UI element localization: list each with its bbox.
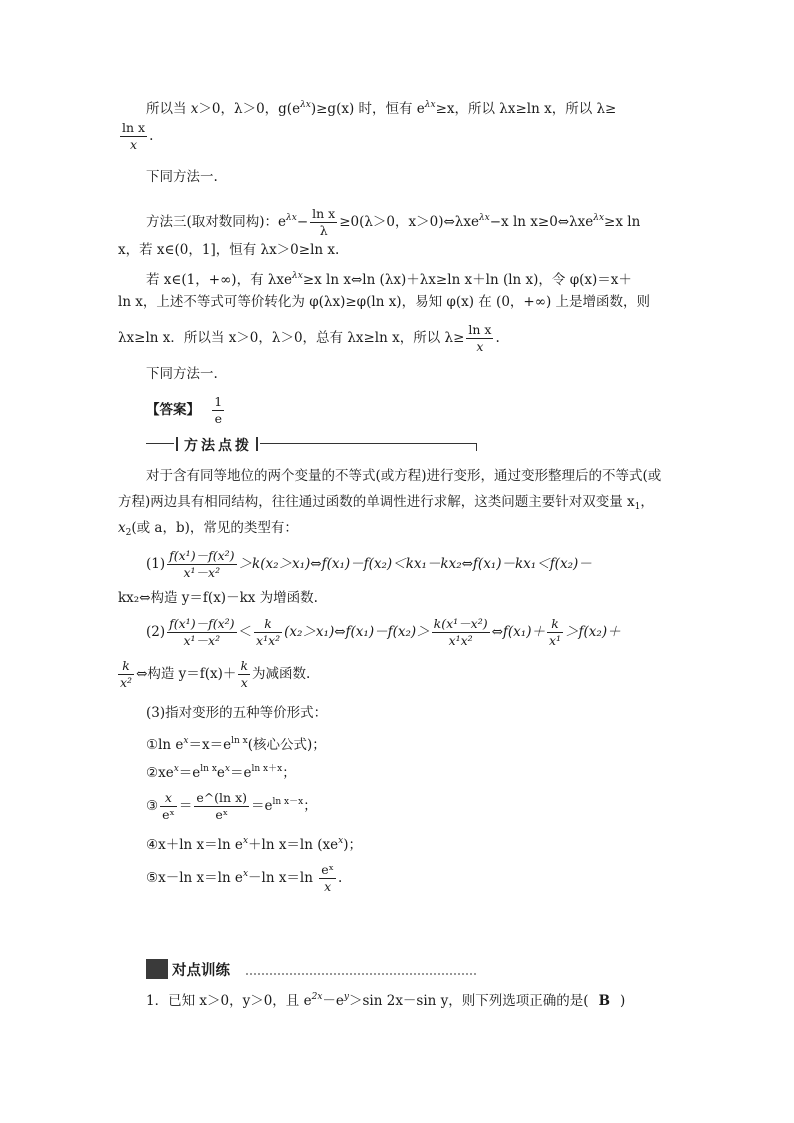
fraction [254, 616, 282, 649]
text: 若 x∈(1，+∞)，有 λxe [146, 272, 293, 288]
text: ＞k(x₂＞x₁)⇔f(x₁)－f(x₂)＜kx₁－kx₂⇔f(x₁)－kx₁＜f(x₂)－ [238, 556, 592, 572]
text: . [337, 870, 343, 886]
fraction [194, 790, 249, 823]
superscript: ln x－x [272, 797, 304, 807]
type-1 [146, 546, 592, 582]
fraction-denominator: x¹x² [256, 633, 281, 648]
type-2 [146, 614, 621, 650]
paragraph-3b: x，若 x∈(0，1]，恒有 λx＞0≥ln x. [118, 242, 340, 258]
text: )； [343, 837, 362, 853]
paragraph-3 [146, 200, 640, 240]
training-title: 对点训练 [172, 963, 230, 979]
question-answer: B [598, 993, 610, 1009]
fraction-numerator: k [122, 658, 130, 673]
fraction-denominator: x¹－x² [167, 632, 236, 649]
fraction-denominator: x [466, 338, 493, 355]
type-3: (3)指对变形的五种等价形式： [146, 705, 328, 721]
paragraph-5: 下同方法一. [146, 366, 218, 382]
text: )≥g(x) 时，恒有 e [310, 101, 425, 117]
text: ＞f(x₂)＋ [565, 624, 621, 640]
fraction [547, 616, 563, 649]
text: −x ln x≥0⇔λxe [489, 214, 594, 230]
text: 为减函数. [252, 666, 311, 682]
divider [176, 437, 178, 451]
superscript: λx [424, 100, 436, 110]
paragraph-1-fraction [118, 120, 153, 153]
text: − [296, 214, 309, 230]
text: x [190, 101, 199, 117]
fraction [120, 120, 147, 153]
text: 方程)两边具有相同结构，往往通过函数的单调性进行求解，这类问题主要针对双变量 x [118, 494, 635, 510]
formula-4 [146, 831, 362, 855]
formula-5 [146, 856, 342, 896]
fraction-numerator: 1 [214, 394, 223, 409]
text: ⑤x－ln x＝ln e [146, 870, 243, 886]
text: ③ [146, 798, 159, 814]
divider [146, 443, 174, 444]
superscript: λx [478, 213, 490, 223]
text: (x₂＞x₁)⇔f(x₁)－f(x₂)＞ [284, 624, 430, 640]
text: ≥x，所以 λx≥ln x，所以 λ≥ [435, 101, 617, 117]
fraction [432, 616, 490, 649]
fraction [160, 790, 177, 823]
fraction-numerator: f(x¹)－f(x²) [169, 616, 235, 631]
fraction-denominator: x [319, 878, 336, 895]
text: ≥0(λ＞0，x＞0)⇔λxe [339, 214, 479, 230]
fraction-denominator: eˣ [162, 807, 175, 822]
divider [256, 437, 258, 451]
fraction-numerator: ln x [312, 206, 336, 221]
fraction-denominator: x² [120, 675, 133, 690]
fraction [466, 322, 493, 355]
method-text-1: 对于含有同等地位的两个变量的不等式(或方程)进行变形，通过变形整理后的不等式(或 [146, 468, 662, 484]
fraction-numerator: k [240, 658, 249, 673]
superscript: 2x [311, 992, 323, 1002]
text: ④x＋ln x＝ln e [146, 837, 243, 853]
paragraph-4 [146, 266, 632, 290]
text: x [118, 520, 126, 536]
answer-line [146, 392, 226, 428]
fraction [167, 616, 236, 649]
superscript: x [242, 836, 249, 846]
formula-3 [146, 784, 317, 824]
text: (核心公式)； [247, 737, 326, 753]
text: (2) [146, 624, 166, 640]
divider [260, 443, 476, 444]
text: e [216, 765, 225, 781]
fraction-numerator: k [551, 616, 559, 631]
fraction-denominator: x¹ [548, 633, 562, 648]
text: ) [619, 993, 626, 1009]
fraction-numerator: k(x¹－x²) [433, 616, 488, 631]
text: ＝e [230, 765, 252, 781]
answer-label: 【答案】 [146, 402, 200, 418]
text: ＝x＝e [188, 737, 232, 753]
superscript: x [224, 764, 230, 774]
text: . [495, 330, 500, 346]
formula-1 [146, 731, 326, 755]
superscript: λx [593, 213, 605, 223]
text: ； [303, 798, 317, 814]
superscript: x [173, 764, 179, 774]
paragraph-4c [118, 320, 500, 356]
text: ＝e [251, 798, 273, 814]
fraction-denominator: λ [310, 222, 337, 239]
text: ＝e [178, 765, 201, 781]
text: ； [282, 765, 296, 781]
paragraph-1 [146, 95, 616, 119]
formula-2 [146, 759, 296, 783]
text: ＞sin 2x－sin y，则下列选项正确的是( [349, 993, 589, 1009]
question-1 [146, 987, 625, 1011]
fraction [118, 658, 134, 691]
training-header [146, 959, 486, 979]
method-tip-header [146, 437, 476, 461]
fraction-denominator: eˣ [194, 806, 249, 823]
text: ≥x ln [604, 214, 641, 230]
superscript: ln x＋x [251, 764, 283, 774]
fraction-denominator: x [120, 136, 147, 153]
answer-fraction [212, 394, 224, 427]
text: ≥x ln x⇔ln (λx)＋λx≥ln x＋ln (ln x)，令 φ(x)＝x＋ [302, 272, 632, 288]
fraction [167, 548, 236, 581]
fraction-denominator: x¹－x² [167, 564, 236, 581]
superscript: ln x [231, 736, 248, 746]
paragraph-2: 下同方法一. [146, 169, 218, 185]
method-text-3 [118, 518, 298, 543]
subscript: 2 [125, 528, 132, 538]
superscript: ln x [200, 764, 217, 774]
text: ⇔构造 y＝f(x)＋ [136, 666, 237, 682]
type-1b: kx₂⇔构造 y＝f(x)－kx 为增函数. [118, 590, 318, 606]
text: －ln x＝ln [248, 870, 318, 886]
superscript: λx [292, 271, 303, 281]
text: λx≥ln x．所以当 x＞0，λ＞0，总有 λx≥ln x，所以 λ≥ [118, 330, 465, 346]
method-tip-title: 方法点拨 [184, 438, 252, 454]
divider [476, 443, 477, 451]
text: ＞0，λ＞0，g(e [198, 101, 301, 117]
text: ＝ [178, 798, 193, 814]
text: 方法三(取对数同构)：e [146, 214, 287, 230]
text: . [149, 128, 154, 144]
method-text-2 [118, 492, 654, 517]
text: ＜ [238, 624, 253, 640]
fraction-denominator: x¹x² [432, 632, 490, 649]
divider [246, 973, 476, 975]
superscript: x [338, 836, 344, 846]
fraction-numerator: f(x¹)－f(x²) [169, 548, 235, 563]
text: ⇔f(x₁)＋ [491, 624, 545, 640]
superscript: λx [300, 100, 311, 110]
text: 1．已知 x＞0，y＞0，且 e [146, 993, 312, 1009]
paragraph-4b: ln x，上述不等式可等价转化为 φ(λx)≥φ(ln x)，易知 φ(x) 在 (0，+∞) 上是增函数，则 [118, 294, 651, 310]
superscript: y [343, 992, 349, 1002]
fraction-numerator: x [164, 790, 172, 805]
text: －e [322, 993, 344, 1009]
fraction [238, 658, 250, 691]
text: ②xe [146, 765, 174, 781]
text: (或 a，b)，常见的类型有： [131, 520, 298, 536]
text: ＋ln x＝ln (xe [248, 837, 339, 853]
fraction-numerator: ln x [468, 322, 492, 337]
text: 所以当 [146, 101, 187, 117]
superscript: x [183, 736, 189, 746]
fraction-numerator: e^(ln x) [196, 790, 248, 805]
text: ， [640, 494, 654, 510]
text: ①ln e [146, 737, 184, 753]
fraction-numerator: k [264, 616, 272, 631]
text: (1) [146, 556, 166, 572]
type-2b [116, 656, 310, 692]
superscript: λx [286, 213, 297, 223]
fraction-denominator: e [212, 410, 224, 427]
subscript: 1 [634, 502, 641, 512]
fraction-numerator: eˣ [321, 862, 334, 877]
superscript: x [242, 869, 249, 879]
fraction [319, 862, 336, 895]
section-marker-icon [146, 959, 168, 979]
fraction [310, 206, 337, 239]
fraction-numerator: ln x [122, 120, 146, 135]
fraction-denominator: x [238, 674, 250, 691]
